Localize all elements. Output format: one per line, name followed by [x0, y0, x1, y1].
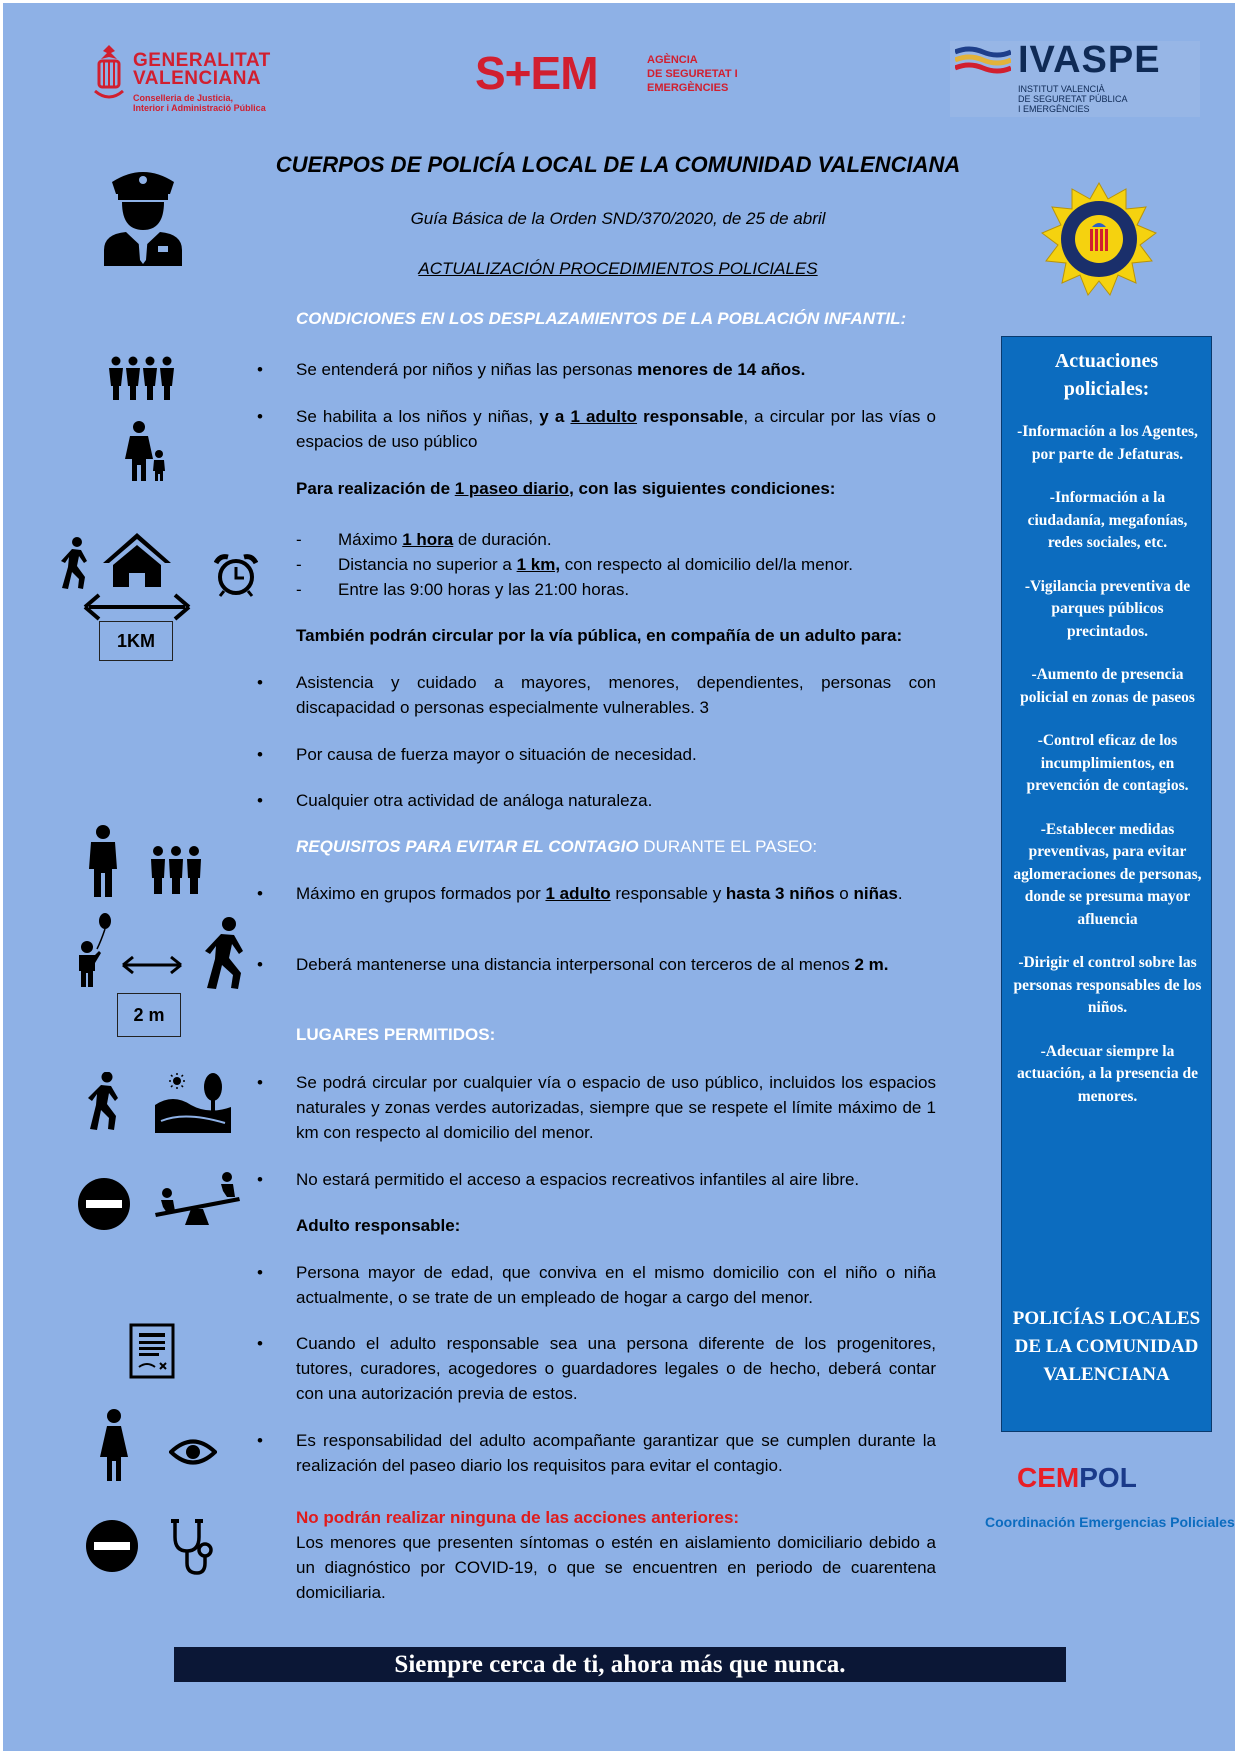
panel-action-item: -Control eficaz de los incumplimientos, en prevención de contagios.	[1026, 732, 1189, 794]
alarm-clock-icon	[214, 553, 258, 597]
page-subtitle: Guía Básica de la Orden SND/370/2020, de 25 de abril	[410, 209, 826, 228]
bullet-marker: •	[257, 1334, 263, 1353]
bullet-marker: •	[257, 673, 263, 692]
generalitat-emblem-icon	[91, 43, 127, 103]
bullet-adult-authorization	[296, 404, 936, 454]
text-bold-underline: 1 paseo diario,	[454, 479, 574, 498]
bullet-playgrounds-closed: No estará permitido el acceso a espacios recreativos infantiles al aire libre.	[296, 1170, 860, 1189]
bullet-marker: •	[257, 1431, 263, 1450]
cempol-logo	[1017, 1462, 1137, 1494]
bullet-marker: •	[257, 1170, 263, 1189]
sem-line1: AGÈNCIA	[647, 54, 698, 66]
bullet-marker: •	[257, 884, 263, 903]
dash-marker: -	[296, 555, 302, 574]
page-title: CUERPOS DE POLICÍA LOCAL DE LA COMUNIDAD VALENCIANA	[275, 152, 961, 177]
also-allowed-heading	[296, 623, 936, 648]
panel-action-item: -Dirigir el control sobre las personas responsables de los niños.	[1013, 954, 1202, 1016]
police-badge-icon	[1036, 181, 1162, 299]
panel-action-item: -Aumento de presencia policial en zonas de paseos	[1020, 666, 1195, 706]
adult-with-child-icon	[125, 421, 169, 481]
text-span: Máximo en grupos formados por	[296, 884, 546, 903]
gv-name-line1: GENERALITAT	[133, 50, 271, 71]
text-span: Distancia no superior a	[338, 555, 517, 574]
bullet-force-majeure: Por causa de fuerza mayor o situación de necesidad.	[296, 745, 697, 764]
sem-line3: EMERGÈNCIES	[647, 82, 729, 94]
bullet-marker: •	[257, 1073, 263, 1092]
text-span: Entre las 9:00 horas y las 21:00 horas.	[338, 580, 630, 599]
text-bold: menores de 14 años.	[637, 360, 806, 379]
text-span: .	[897, 884, 903, 903]
bullet-marker: •	[257, 360, 263, 379]
sem-line2: DE SEGURETAT I	[647, 68, 738, 80]
text-span: de duración.	[453, 530, 552, 549]
condition-hours	[296, 577, 936, 602]
text-bold-underline: 1 adulto	[570, 407, 638, 426]
text-bold: niñas	[853, 884, 898, 903]
text-bold: y a	[539, 407, 571, 426]
walking-person-icon	[83, 1072, 125, 1130]
bullet-adult-responsibility: Es responsabilidad del adulto acompañante garantizar que se cumplen durante la realización del paseo diario los requisitos para evitar el contagio.	[296, 1431, 936, 1475]
ivaspe-flag-icon	[955, 46, 1011, 76]
police-actions-panel	[1001, 336, 1212, 1432]
distance-arrow-icon	[121, 954, 183, 976]
condition-duration	[296, 527, 936, 552]
bullet-marker: •	[257, 745, 263, 764]
text-span: Se entenderá por niños y niñas las personas	[296, 360, 638, 379]
final-paragraph: Los menores que presenten síntomas o estén en aislamiento domiciliario debido a un diagnóstico por COVID-19, o que se encuentren en periodo de cuarentena domiciliaria.	[296, 1533, 936, 1602]
ivaspe-logo	[950, 41, 1200, 117]
text-bold: Para realización de	[296, 479, 455, 498]
nature-park-icon	[155, 1071, 231, 1133]
generalitat-logo	[91, 43, 311, 115]
condition-distance	[296, 552, 936, 577]
bullet-other-activity: Cualquier otra actividad de análoga naturaleza.	[296, 791, 653, 810]
two-meters-label: 2 m	[117, 993, 181, 1037]
bullet-group-size	[296, 881, 936, 906]
text-bold-underline: 1 km,	[516, 555, 561, 574]
bullet-marker: •	[257, 407, 263, 426]
ivaspe-line2: DE SEGURETAT PÚBLICA	[1018, 94, 1128, 104]
gv-name-line2: VALENCIANA	[133, 68, 262, 89]
police-officer-icon	[100, 168, 186, 266]
bullet-distance	[296, 952, 936, 977]
section-conditions-heading: CONDICIONES EN LOS DESPLAZAMIENTOS DE LA POBLACIÓN INFANTIL:	[296, 309, 907, 328]
section-requirements-heading	[296, 834, 936, 859]
walking-adult-icon	[199, 917, 251, 989]
bullet-assistance: Asistencia y cuidado a mayores, menores, dependientes, personas con discapacidad o personas especialmente vulnerables. 3	[296, 673, 936, 717]
panel-heading	[1002, 347, 1211, 403]
children-group-icon	[107, 356, 177, 400]
text-span: Máximo	[338, 530, 403, 549]
gv-sub-line1: Conselleria de Justicia,	[133, 93, 234, 103]
text-bold: con las siguientes condiciones:	[573, 479, 836, 498]
three-children-icon	[149, 846, 203, 894]
text-span: Deberá mantenerse una distancia interpersonal con terceros de al menos	[296, 955, 855, 974]
generalitat-name	[133, 52, 271, 88]
cempol-part2: POL	[1079, 1462, 1137, 1493]
guide-page	[3, 3, 1235, 1751]
text-bold: responsable	[637, 407, 744, 426]
sem-mark: S+EM	[475, 47, 598, 99]
ivaspe-name: IVASPE	[1018, 39, 1161, 81]
seesaw-playground-icon	[153, 1167, 241, 1227]
panel-action-item: -Adecuar siempre la actuación, a la presencia de menores.	[1017, 1042, 1198, 1105]
slogan-banner: Siempre cerca de ti, ahora más que nunca.	[174, 1647, 1066, 1682]
text-span: Se habilita a los niños y niñas,	[296, 407, 540, 426]
section-places-heading: LUGARES PERMITIDOS:	[296, 1025, 496, 1044]
child-with-balloon-icon	[73, 913, 117, 987]
dash-marker: -	[296, 530, 302, 549]
ivaspe-line1: INSTITUT VALENCIÀ	[1018, 84, 1105, 94]
panel-action-item: -Información a los Agentes, por parte de Jefaturas.	[1017, 423, 1198, 463]
text-span: con respecto al domicilio del/la menor.	[560, 555, 854, 574]
text-span: REQUISITOS PARA EVITAR EL CONTAGIO	[296, 837, 639, 856]
stethoscope-icon	[171, 1519, 215, 1577]
panel-action-list	[1010, 421, 1205, 1129]
document-form-icon	[129, 1323, 175, 1379]
sem-agency-name	[647, 53, 738, 95]
panel-action-item: -Información a la ciudadanía, megafonías, redes sociales, etc.	[1027, 489, 1188, 551]
woman-icon	[99, 1409, 129, 1481]
panel-heading-line2: policiales:	[1063, 378, 1150, 400]
responsible-adult-heading	[296, 1213, 936, 1238]
no-entry-icon	[85, 1519, 139, 1573]
gv-sub-line2: Interior i Administració Pública	[133, 103, 266, 113]
bullet-marker: •	[257, 955, 263, 974]
panel-footer: POLICÍAS LOCALES DE LA COMUNIDAD VALENCIANA	[1012, 1308, 1201, 1385]
text-bold: hasta 3 niños	[725, 884, 835, 903]
bullet-prior-authorization: Cuando el adulto responsable sea una persona diferente de los progenitores, tutores, curadores, acogedores o guardadores legales o de hecho, deberá contar con una autorización previa de estos.	[296, 1334, 936, 1403]
eye-icon	[169, 1437, 217, 1467]
text-bold: Adulto responsable:	[296, 1216, 461, 1235]
text-bold: También podrán circular por la vía pública, en compañía de un adulto para:	[296, 626, 903, 645]
sem-logo	[475, 47, 765, 101]
procedures-heading: ACTUALIZACIÓN PROCEDIMIENTOS POLICIALES	[418, 259, 818, 278]
dash-marker: -	[296, 580, 302, 599]
cempol-subtitle: Coordinación Emergencias Policiales	[985, 1514, 1235, 1530]
panel-heading-line1: Actuaciones	[1054, 350, 1159, 372]
panel-action-item: -Establecer medidas preventivas, para evitar aglomeraciones de personas, donde se presuma mayor afluencia	[1013, 820, 1202, 928]
cempol-part1: CEM	[1017, 1462, 1080, 1493]
one-km-label: 1KM	[99, 621, 173, 661]
text-span: DURANTE EL PASEO:	[638, 837, 818, 856]
home-distance-icon	[83, 531, 191, 623]
text-span: responsable y	[610, 884, 726, 903]
paseo-conditions-heading	[296, 476, 936, 501]
warning-heading: No podrán realizar ninguna de las acciones anteriores:	[296, 1508, 740, 1527]
bullet-marker: •	[257, 791, 263, 810]
text-bold: 2 m.	[854, 955, 889, 974]
no-entry-icon	[77, 1177, 131, 1231]
ivaspe-line3: I EMERGÈNCIES	[1018, 104, 1090, 114]
bullet-marker: •	[257, 1263, 263, 1282]
text-bold-underline: 1 hora	[402, 530, 454, 549]
bullet-age	[296, 357, 936, 382]
adult-icon	[85, 825, 121, 897]
ivaspe-full-name	[1018, 84, 1128, 114]
generalitat-department	[133, 93, 266, 113]
bullet-adult-definition: Persona mayor de edad, que conviva en el mismo domicilio con el niño o niña actualmente, o se trate de un empleado de hogar a cargo del menor.	[296, 1263, 936, 1307]
text-span: o	[834, 884, 854, 903]
panel-action-item: -Vigilancia preventiva de parques públicos precintados.	[1024, 577, 1191, 640]
bullet-public-spaces: Se podrá circular por cualquier vía o espacio de uso público, incluidos los espacios naturales y zonas verdes autorizadas, siempre que se respete el límite máximo de 1 km con respecto al domicilio del menor.	[296, 1073, 936, 1142]
text-span: , a circular por las vías o espacios de uso público	[296, 407, 936, 451]
text-bold-underline: 1 adulto	[545, 884, 611, 903]
